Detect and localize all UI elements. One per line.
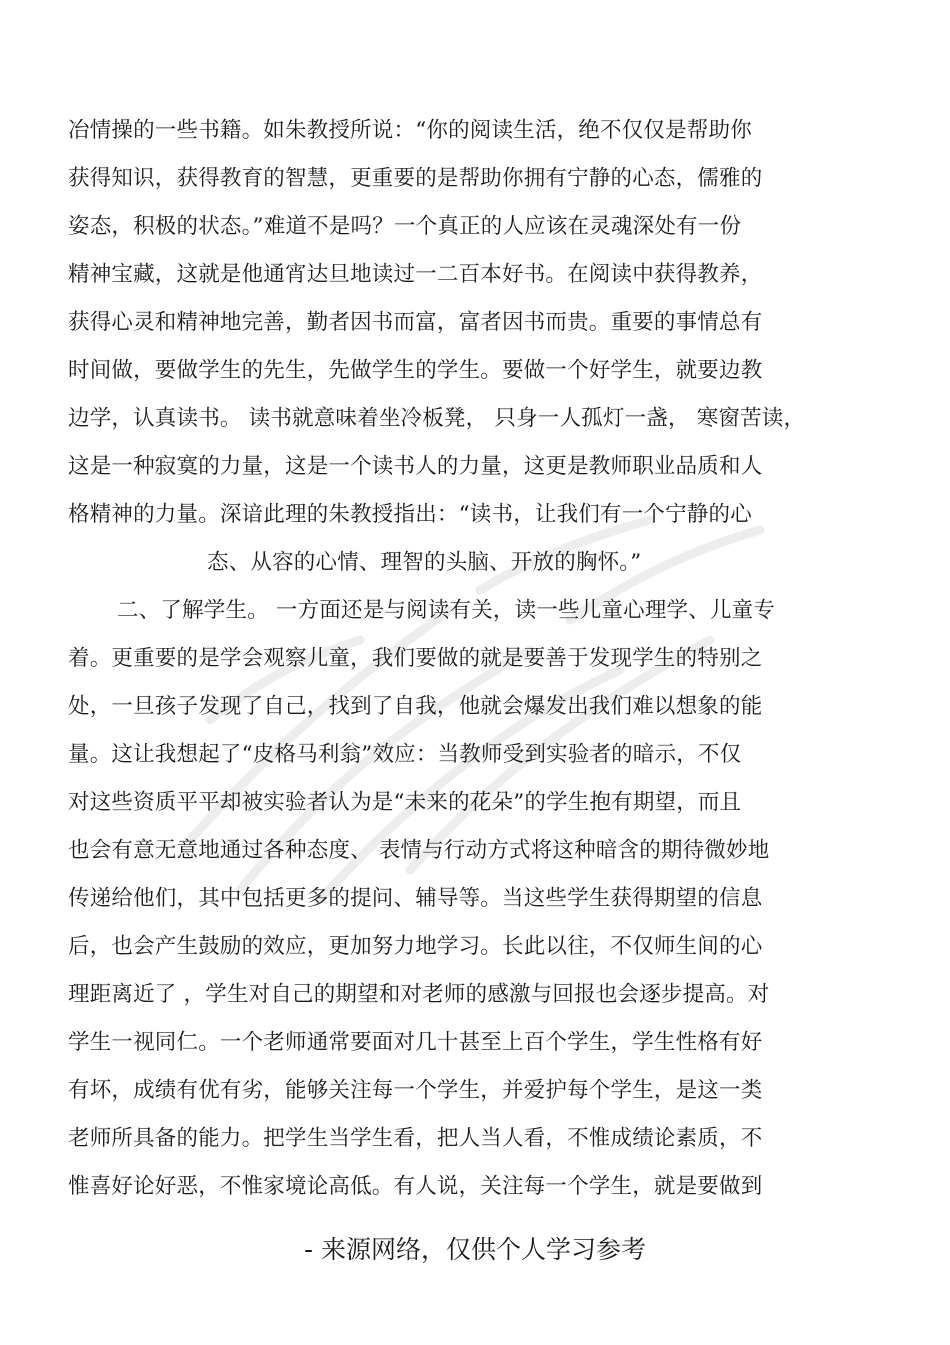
text-line: 着。更重要的是学会观察儿童，我们要做的就是要善于发现学生的特别之 bbox=[68, 646, 763, 671]
text-line: 惟喜好论好恶，不惟家境论高低。有人说，关注每一个学生，就是要做到 bbox=[68, 1174, 763, 1199]
text-line: 精神宝藏，这就是他通宵达旦地读过一二百本好书。在阅读中获得教养， bbox=[68, 262, 763, 287]
text-line: 时间做，要做学生的先生，先做学生的学生。要做一个好学生，就要边教 bbox=[68, 358, 763, 383]
text-line: 也会有意无意地通过各种态度、 表情与行动方式将这种暗含的期待微妙地 bbox=[68, 838, 770, 863]
text-line: 处，一旦孩子发现了自己，找到了自我，他就会爆发出我们难以想象的能 bbox=[68, 694, 763, 719]
section-heading-line: 二、了解学生。 一方面还是与阅读有关，读一些儿童心理学、儿童专 bbox=[117, 598, 776, 623]
text-line: 理距离近了 ，学生对自己的期望和对老师的感激与回报也会逐步提高。对 bbox=[68, 982, 770, 1007]
text-line: 老师所具备的能力。把学生当学生看，把人当人看，不惟成绩论素质，不 bbox=[68, 1126, 763, 1151]
text-line: 边学，认真读书。 读书就意味着坐冷板凳， 只身一人孤灯一盏， 寒窗苦读， bbox=[68, 406, 806, 431]
text-line: 获得心灵和精神地完善，勤者因书而富，富者因书而贵。重要的事情总有 bbox=[68, 310, 763, 335]
text-line: 这是一种寂寞的力量，这是一个读书人的力量，这更是教师职业品质和人 bbox=[68, 454, 763, 479]
text-line: 对这些资质平平却被实验者认为是“未来的花朵”的学生抱有期望，而且 bbox=[68, 790, 742, 815]
text-line: 量。这让我想起了“皮格马利翁”效应：当教师受到实验者的暗示，不仅 bbox=[68, 742, 742, 767]
text-line: 格精神的力量。深谙此理的朱教授指出：“读书，让我们有一个宁静的心 bbox=[68, 502, 752, 527]
text-line: 传递给他们，其中包括更多的提问、辅导等。当这些学生获得期望的信息 bbox=[68, 886, 763, 911]
text-line: 态、从容的心情、理智的头脑、开放的胸怀。” bbox=[207, 550, 642, 575]
text-line: 获得知识，获得教育的智慧，更重要的是帮助你拥有宁静的心态，儒雅的 bbox=[68, 166, 763, 191]
text-line: 学生一视同仁。一个老师通常要面对几十甚至上百个学生，学生性格有好 bbox=[68, 1030, 763, 1055]
text-line: 姿态，积极的状态。”难道不是吗？一个真正的人应该在灵魂深处有一份 bbox=[68, 214, 742, 239]
text-line: 后，也会产生鼓励的效应，更加努力地学习。长此以往，不仅师生间的心 bbox=[68, 934, 763, 959]
text-line: 有坏，成绩有优有劣，能够关注每一个学生，并爱护每个学生，是这一类 bbox=[68, 1078, 763, 1103]
page-footer: - 来源网络，仅供个人学习参考 bbox=[304, 1235, 646, 1264]
text-line: 冶情操的一些书籍。如朱教授所说：“你的阅读生活，绝不仅仅是帮助你 bbox=[68, 118, 752, 143]
